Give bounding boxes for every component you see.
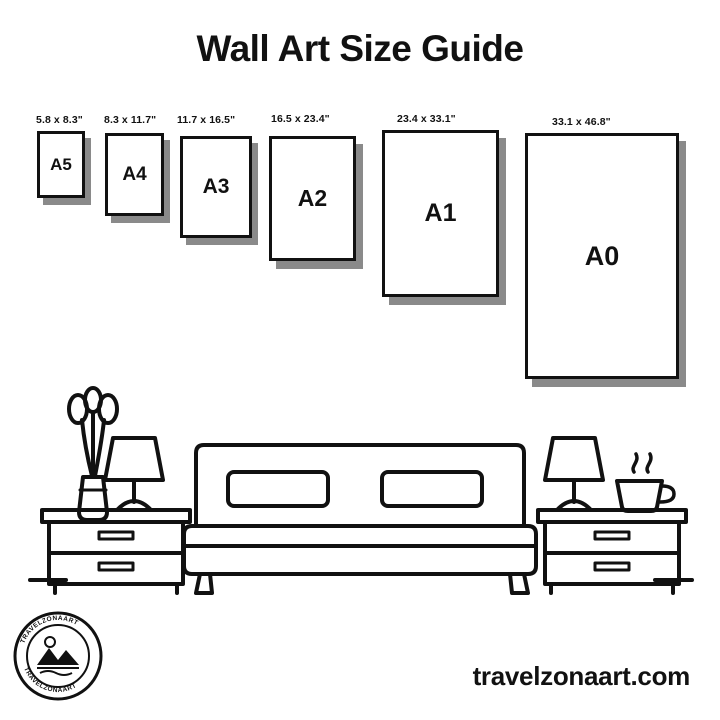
frame-label-a3: A3 xyxy=(202,175,230,198)
logo-text-top: TRAVELZONAART xyxy=(19,614,80,645)
frame-box-a0[interactable] xyxy=(525,133,679,379)
frame-box-a2[interactable] xyxy=(269,136,356,261)
right-table-lamp xyxy=(545,438,603,510)
page-title: Wall Art Size Guide xyxy=(196,28,524,69)
frame-dimension-a4: 8.3 x 11.7" xyxy=(104,114,157,126)
frame-box-a5[interactable] xyxy=(37,131,85,198)
frame-box-a1[interactable] xyxy=(382,130,499,297)
coffee-cup xyxy=(617,454,674,511)
left-table-lamp xyxy=(105,438,163,510)
frame-dimension-a1: 23.4 x 33.1" xyxy=(397,113,456,125)
frame-label-a1: A1 xyxy=(424,199,457,227)
frame-label-a0: A0 xyxy=(584,240,620,271)
frame-dimension-a5: 5.8 x 8.3" xyxy=(36,114,83,126)
logo-text-bottom: TRAVELZONAART xyxy=(22,666,78,695)
frame-dimension-a0: 33.1 x 46.8" xyxy=(552,116,611,128)
brand-logo[interactable] xyxy=(12,610,104,702)
frame-size-chart xyxy=(0,105,720,405)
frame-label-a4: A4 xyxy=(122,163,147,185)
frame-label-a5: A5 xyxy=(50,154,72,174)
frame-box-a3[interactable] xyxy=(180,136,252,238)
bedroom-scene xyxy=(0,380,720,605)
frame-box-a4[interactable] xyxy=(105,133,164,216)
frame-dimension-a2: 16.5 x 23.4" xyxy=(271,113,330,125)
website-url[interactable]: travelzonaart.com xyxy=(472,661,690,691)
frame-dimension-a3: 11.7 x 16.5" xyxy=(177,114,236,126)
frame-label-a2: A2 xyxy=(297,185,328,211)
bed xyxy=(184,445,536,593)
mountain-icon xyxy=(37,637,79,675)
